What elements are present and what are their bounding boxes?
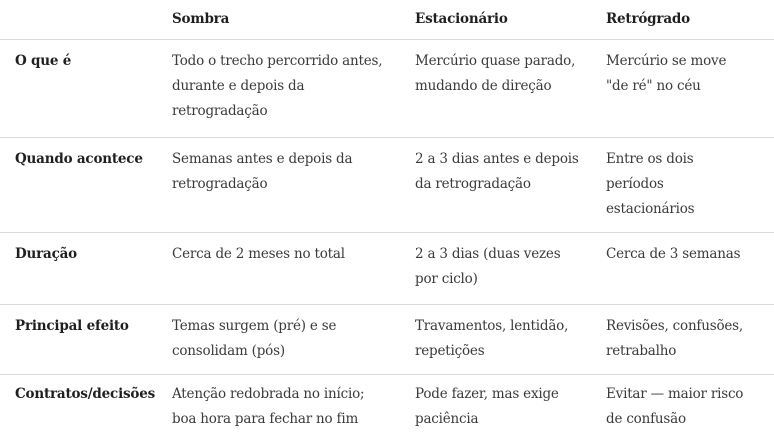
table-header-row — [0, 0, 774, 40]
cell-estacionario: 2 a 3 dias antes e depois da retrogradação — [415, 151, 579, 192]
row-label: Contratos/decisões — [15, 386, 156, 402]
table-row-quando-acontece — [0, 138, 774, 233]
cell-sombra: Cerca de 2 meses no total — [172, 246, 345, 262]
cell-retrogrado: Cerca de 3 semanas — [606, 246, 741, 262]
table-row-principal-efeito — [0, 305, 774, 375]
cell-retrogrado: Revisões, confusões, retrabalho — [606, 318, 743, 359]
cell-sombra: Temas surgem (pré) e se consolidam (pós) — [172, 318, 337, 359]
row-label: O que é — [15, 53, 72, 69]
row-label: Principal efeito — [15, 318, 129, 334]
row-label: Duração — [15, 246, 77, 262]
cell-sombra: Atenção redobrada no início; boa hora para fechar no fim — [172, 386, 365, 427]
cell-estacionario: Pode fazer, mas exige paciência — [415, 386, 559, 427]
cell-sombra: Todo o trecho percorrido antes, durante e depois da retrogradação — [172, 53, 383, 119]
cell-estacionario: Travamentos, lentidão, repetições — [415, 318, 569, 359]
header-sombra: Sombra — [172, 11, 230, 27]
table-row-duracao — [0, 233, 774, 305]
table-row-contratos-decisoes — [0, 375, 774, 437]
cell-estacionario: 2 a 3 dias (duas vezes por ciclo) — [415, 246, 561, 287]
cell-retrogrado: Mercúrio se move "de ré" no céu — [606, 53, 727, 94]
header-estacionario: Estacionário — [415, 11, 508, 27]
table-row-o-que-e — [0, 40, 774, 138]
row-label: Quando acontece — [15, 151, 143, 167]
cell-retrogrado: Evitar — maior risco de confusão — [606, 386, 744, 427]
cell-sombra: Semanas antes e depois da retrogradação — [172, 151, 353, 192]
header-retrogrado: Retrógrado — [606, 11, 690, 27]
cell-retrogrado: Entre os dois períodos estacionários — [606, 151, 695, 217]
cell-estacionario: Mercúrio quase parado, mudando de direção — [415, 53, 576, 94]
